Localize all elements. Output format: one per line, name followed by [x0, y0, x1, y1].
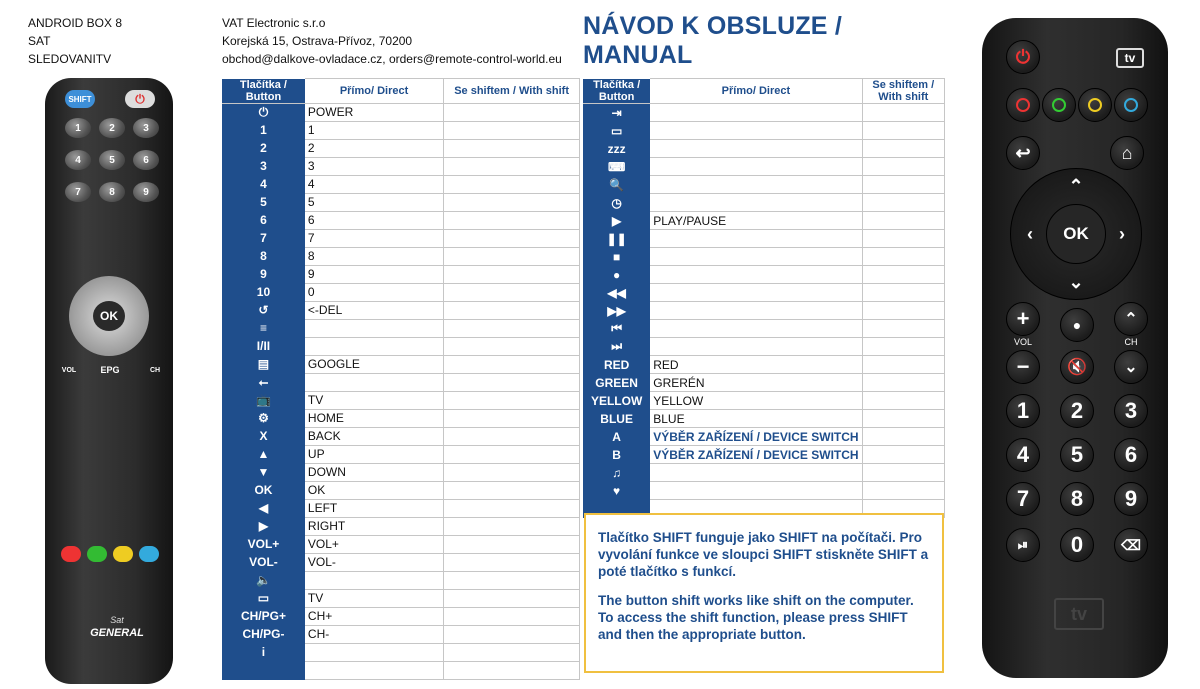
button-key-cell: OK	[222, 481, 305, 499]
table-row	[222, 247, 580, 265]
direct-function-cell: <-DEL	[305, 301, 444, 319]
table-row	[583, 230, 945, 248]
direct-function-cell: 7	[305, 229, 444, 247]
shift-function-cell	[444, 445, 580, 463]
power-icon: ⏻	[125, 90, 155, 108]
direct-function-cell	[650, 230, 862, 248]
button-key-cell: 📺	[222, 391, 305, 409]
table-row	[222, 229, 580, 247]
direct-function-cell	[650, 194, 862, 212]
generic-remote-image	[45, 78, 173, 684]
col-button: Tlačítka / Button	[222, 79, 305, 104]
button-key-cell: 3	[222, 157, 305, 175]
table-row	[222, 355, 580, 373]
direct-function-cell	[650, 320, 862, 338]
button-key-cell: I/II	[222, 337, 305, 355]
button-key-cell: CH/PG-	[222, 625, 305, 643]
button-key-cell: CH/PG+	[222, 607, 305, 625]
shift-function-cell	[862, 212, 944, 230]
table-row	[583, 284, 945, 302]
direct-function-cell: RIGHT	[305, 517, 444, 535]
table-row	[583, 482, 945, 500]
table-row	[222, 319, 580, 337]
ch-up-icon: ⌃	[1114, 302, 1148, 336]
table-row	[222, 373, 580, 391]
button-key-cell: ♫	[583, 464, 650, 482]
col-shift: Se shiftem / With shift	[862, 79, 944, 104]
direct-function-cell: BLUE	[650, 410, 862, 428]
shift-function-cell	[862, 122, 944, 140]
shift-function-cell	[444, 301, 580, 319]
digit-button: 5	[1060, 438, 1094, 472]
shift-function-cell	[862, 158, 944, 176]
button-key-cell: A	[583, 428, 650, 446]
company-email: obchod@dalkove-ovladace.cz, orders@remote-control-world.eu	[222, 52, 562, 66]
down-arrow-icon: ⌄	[1068, 271, 1084, 292]
direct-function-cell	[650, 266, 862, 284]
direct-function-cell: 1	[305, 121, 444, 139]
table-row	[583, 248, 945, 266]
shift-function-cell	[862, 356, 944, 374]
table-row	[583, 176, 945, 194]
page-title: NÁVOD K OBSLUZE / MANUAL	[583, 12, 842, 69]
table-row	[583, 104, 945, 122]
shift-function-cell	[444, 121, 580, 139]
table-row	[222, 661, 580, 679]
blue-ring-button	[1114, 88, 1148, 122]
shift-function-cell	[444, 607, 580, 625]
button-key-cell: ▭	[583, 122, 650, 140]
button-key-cell: YELLOW	[583, 392, 650, 410]
digit-button: 3	[133, 118, 159, 138]
shift-function-cell	[444, 535, 580, 553]
col-direct: Přímo/ Direct	[305, 79, 444, 104]
shift-function-cell	[444, 211, 580, 229]
shift-function-cell	[862, 338, 944, 356]
direct-function-cell	[305, 643, 444, 661]
table-row	[222, 265, 580, 283]
direct-function-cell: VÝBĚR ZAŘÍZENÍ / DEVICE SWITCH	[650, 428, 862, 446]
table-row	[222, 157, 580, 175]
direct-function-cell	[650, 158, 862, 176]
green-ring-button	[1042, 88, 1076, 122]
shift-function-cell	[862, 410, 944, 428]
shift-function-cell	[862, 194, 944, 212]
button-key-cell: ◀	[222, 499, 305, 517]
table-row	[583, 266, 945, 284]
table-row	[583, 122, 945, 140]
device-line: SAT	[28, 34, 51, 48]
direct-function-cell: BACK	[305, 427, 444, 445]
direct-function-cell	[305, 373, 444, 391]
up-arrow-icon: ⌃	[1068, 175, 1084, 196]
shift-function-cell	[862, 104, 944, 122]
shift-button: SHIFT	[65, 90, 95, 108]
digit-button: 7	[65, 182, 91, 202]
col-direct: Přímo/ Direct	[650, 79, 862, 104]
table-row	[222, 625, 580, 643]
direct-function-cell	[305, 661, 444, 679]
table-row	[583, 446, 945, 464]
direct-function-cell: 5	[305, 193, 444, 211]
col-shift: Se shiftem / With shift	[444, 79, 580, 104]
direct-function-cell	[650, 302, 862, 320]
ch-down-icon: ⌄	[1114, 350, 1148, 384]
table-row	[583, 356, 945, 374]
table-row	[583, 212, 945, 230]
table-row	[583, 140, 945, 158]
table-row	[222, 103, 580, 121]
table-row	[222, 643, 580, 661]
button-key-cell: ⌨	[583, 158, 650, 176]
ch-label: CH	[1124, 337, 1138, 347]
shift-function-cell	[444, 409, 580, 427]
button-key-cell: GREEN	[583, 374, 650, 392]
button-key-cell: ⇥	[583, 104, 650, 122]
shift-function-cell	[444, 661, 580, 679]
button-key-cell: VOL-	[222, 553, 305, 571]
shift-function-cell	[444, 553, 580, 571]
green-button	[87, 546, 107, 562]
direct-function-cell: GOOGLE	[305, 355, 444, 373]
direct-function-cell	[650, 140, 862, 158]
shift-function-cell	[444, 355, 580, 373]
button-key-cell: ▶	[583, 212, 650, 230]
shift-function-cell	[444, 139, 580, 157]
ch-label: CH	[149, 366, 161, 374]
shift-function-cell	[862, 428, 944, 446]
button-key-cell: 4	[222, 175, 305, 193]
shift-function-cell	[444, 193, 580, 211]
button-key-cell: ⏻	[222, 103, 305, 121]
table-row	[222, 607, 580, 625]
shift-function-cell	[444, 643, 580, 661]
digit-button: 0	[1060, 528, 1094, 562]
button-key-cell: ≡	[222, 319, 305, 337]
direct-function-cell: DOWN	[305, 463, 444, 481]
button-key-cell: 2	[222, 139, 305, 157]
direct-function-cell: 4	[305, 175, 444, 193]
table-row	[222, 409, 580, 427]
shift-function-cell	[862, 320, 944, 338]
red-button	[61, 546, 81, 562]
shift-function-cell	[862, 248, 944, 266]
button-key-cell: ▲	[222, 445, 305, 463]
shift-function-cell	[444, 103, 580, 121]
back-icon: ↩	[1006, 136, 1040, 170]
button-key-cell	[222, 661, 305, 679]
vol-down-icon: −	[1006, 350, 1040, 384]
direct-function-cell	[305, 319, 444, 337]
yellow-button	[113, 546, 133, 562]
button-key-cell: RED	[583, 356, 650, 374]
direct-function-cell: RED	[650, 356, 862, 374]
shift-function-cell	[862, 482, 944, 500]
red-ring-button	[1006, 88, 1040, 122]
col-button: Tlačítka / Button	[583, 79, 650, 104]
button-key-cell: 10	[222, 283, 305, 301]
direct-function-cell	[305, 337, 444, 355]
button-key-cell: ⚙	[222, 409, 305, 427]
table-row	[222, 121, 580, 139]
digit-button: 8	[1060, 482, 1094, 516]
button-key-cell: ●	[583, 266, 650, 284]
direct-function-cell	[650, 122, 862, 140]
button-key-cell: BLUE	[583, 410, 650, 428]
shift-note	[584, 513, 944, 673]
epg-label: EPG	[100, 365, 120, 375]
direct-function-cell	[650, 464, 862, 482]
button-table-left	[222, 78, 580, 680]
table-row	[222, 211, 580, 229]
shift-function-cell	[862, 266, 944, 284]
table-row	[583, 410, 945, 428]
button-key-cell: 7	[222, 229, 305, 247]
note-en: The button shift works like shift on the computer. To access the shift function, please press SHIFT and then the appropriate button.	[598, 593, 914, 642]
shift-function-cell	[444, 427, 580, 445]
table-row	[222, 427, 580, 445]
button-key-cell: ⏮	[583, 320, 650, 338]
shift-function-cell	[444, 463, 580, 481]
digit-button: 2	[1060, 394, 1094, 428]
direct-function-cell: HOME	[305, 409, 444, 427]
button-key-cell: zzz	[583, 140, 650, 158]
shift-function-cell	[444, 589, 580, 607]
ok-button: OK	[1046, 204, 1106, 264]
shift-function-cell	[444, 229, 580, 247]
button-key-cell: 🔈	[222, 571, 305, 589]
button-key-cell: ⏭	[583, 338, 650, 356]
device-line: SLEDOVANITV	[28, 52, 112, 66]
digit-button: 9	[1114, 482, 1148, 516]
shift-function-cell	[862, 302, 944, 320]
direct-function-cell: LEFT	[305, 499, 444, 517]
button-key-cell: ▶	[222, 517, 305, 535]
yellow-ring-button	[1078, 88, 1112, 122]
left-arrow-icon: ‹	[1027, 223, 1033, 244]
direct-function-cell: 9	[305, 265, 444, 283]
direct-function-cell: UP	[305, 445, 444, 463]
digit-button: 9	[133, 182, 159, 202]
button-key-cell: 1	[222, 121, 305, 139]
button-key-cell: ↺	[222, 301, 305, 319]
shift-function-cell	[444, 499, 580, 517]
mute-icon: 🔇	[1060, 350, 1094, 384]
button-key-cell: 8	[222, 247, 305, 265]
button-key-cell: ▤	[222, 355, 305, 373]
vol-label: VOL	[1013, 337, 1032, 347]
shift-function-cell	[444, 625, 580, 643]
shift-function-cell	[862, 374, 944, 392]
shift-function-cell	[444, 337, 580, 355]
table-row	[222, 481, 580, 499]
direct-function-cell: VOL-	[305, 553, 444, 571]
table-row	[222, 193, 580, 211]
button-key-cell: ▶▶	[583, 302, 650, 320]
direct-function-cell: CH-	[305, 625, 444, 643]
brand-logo: GENERAL	[90, 627, 144, 639]
direct-function-cell: YELLOW	[650, 392, 862, 410]
direct-function-cell: TV	[305, 391, 444, 409]
table-row	[583, 374, 945, 392]
shift-function-cell	[862, 230, 944, 248]
direct-function-cell	[650, 176, 862, 194]
direct-function-cell	[650, 248, 862, 266]
direct-function-cell	[650, 104, 862, 122]
digit-button: 3	[1114, 394, 1148, 428]
power-icon: ⏻	[1006, 40, 1040, 74]
table-row	[222, 391, 580, 409]
direct-function-cell	[650, 338, 862, 356]
direct-function-cell: GRERÉN	[650, 374, 862, 392]
button-key-cell: ❚❚	[583, 230, 650, 248]
shift-function-cell	[444, 571, 580, 589]
button-key-cell: ◷	[583, 194, 650, 212]
blue-button	[139, 546, 159, 562]
shift-function-cell	[444, 517, 580, 535]
button-key-cell: i	[222, 643, 305, 661]
digit-button: 7	[1006, 482, 1040, 516]
sat-logo: Sat	[110, 615, 124, 625]
table-row	[222, 553, 580, 571]
table-row	[222, 445, 580, 463]
table-row	[583, 338, 945, 356]
company-info	[222, 14, 562, 68]
vol-label: VOL	[61, 366, 77, 374]
table-row	[583, 302, 945, 320]
direct-function-cell: VOL+	[305, 535, 444, 553]
digit-button: 2	[99, 118, 125, 138]
shift-function-cell	[444, 283, 580, 301]
table-row	[222, 283, 580, 301]
table-row	[222, 139, 580, 157]
table-row	[222, 571, 580, 589]
button-key-cell: 6	[222, 211, 305, 229]
table-row	[583, 320, 945, 338]
company-name: VAT Electronic s.r.o	[222, 16, 326, 30]
button-key-cell: ♥	[583, 482, 650, 500]
shift-function-cell	[862, 446, 944, 464]
table-row	[222, 301, 580, 319]
button-key-cell: ▼	[222, 463, 305, 481]
vol-up-icon: +	[1006, 302, 1040, 336]
note-cz: Tlačítko SHIFT funguje jako SHIFT na počítači. Pro vyvolání funkce ve sloupci SHIFT stiskněte SHIFT a poté tlačítko s funkcí.	[598, 530, 929, 579]
direct-function-cell: TV	[305, 589, 444, 607]
tv-logo: tv	[1116, 48, 1144, 68]
digit-button: 6	[133, 150, 159, 170]
digit-button: 6	[1114, 438, 1148, 472]
direct-function-cell: 6	[305, 211, 444, 229]
table-row	[222, 337, 580, 355]
device-info	[28, 14, 122, 68]
direct-function-cell: 3	[305, 157, 444, 175]
table-row	[222, 499, 580, 517]
shift-function-cell	[444, 373, 580, 391]
tv-logo-bottom: tv	[1054, 598, 1104, 630]
direct-function-cell: VÝBĚR ZAŘÍZENÍ / DEVICE SWITCH	[650, 446, 862, 464]
play-pause-icon: ⏯	[1006, 528, 1040, 562]
assistant-icon: ●	[1060, 308, 1094, 342]
direct-function-cell	[650, 482, 862, 500]
button-key-cell: VOL+	[222, 535, 305, 553]
table-row	[222, 535, 580, 553]
table-row	[222, 175, 580, 193]
direct-function-cell: 2	[305, 139, 444, 157]
button-key-cell: ■	[583, 248, 650, 266]
shift-function-cell	[444, 265, 580, 283]
button-key-cell: B	[583, 446, 650, 464]
digit-button: 1	[1006, 394, 1040, 428]
ok-button: OK	[93, 301, 125, 331]
direct-function-cell: 0	[305, 283, 444, 301]
shift-function-cell	[862, 140, 944, 158]
shift-function-cell	[862, 464, 944, 482]
shift-function-cell	[444, 481, 580, 499]
button-key-cell: ▭	[222, 589, 305, 607]
original-remote-image	[982, 18, 1168, 678]
direct-function-cell: POWER	[305, 103, 444, 121]
shift-function-cell	[444, 175, 580, 193]
shift-function-cell	[862, 392, 944, 410]
direct-function-cell	[650, 284, 862, 302]
shift-function-cell	[444, 157, 580, 175]
table-row	[222, 517, 580, 535]
direct-function-cell: CH+	[305, 607, 444, 625]
table-row	[583, 392, 945, 410]
table-row	[583, 428, 945, 446]
button-key-cell: ⭠	[222, 373, 305, 391]
device-line: ANDROID BOX 8	[28, 16, 123, 30]
digit-button: 4	[1006, 438, 1040, 472]
table-row	[583, 464, 945, 482]
button-key-cell: ◀◀	[583, 284, 650, 302]
direct-function-cell	[305, 571, 444, 589]
direct-function-cell: OK	[305, 481, 444, 499]
button-key-cell: 🔍	[583, 176, 650, 194]
shift-function-cell	[444, 319, 580, 337]
home-icon: ⌂	[1110, 136, 1144, 170]
company-address: Korejská 15, Ostrava-Přívoz, 70200	[222, 34, 413, 48]
button-key-cell: 9	[222, 265, 305, 283]
table-row	[222, 463, 580, 481]
table-row	[583, 194, 945, 212]
digit-button: 8	[99, 182, 125, 202]
shift-function-cell	[862, 176, 944, 194]
table-row	[583, 158, 945, 176]
table-row	[222, 589, 580, 607]
button-key-cell: X	[222, 427, 305, 445]
button-table-right	[583, 78, 945, 518]
backspace-icon: ⌫	[1114, 528, 1148, 562]
digit-button: 5	[99, 150, 125, 170]
right-arrow-icon: ›	[1119, 223, 1125, 244]
shift-function-cell	[862, 284, 944, 302]
direct-function-cell: 8	[305, 247, 444, 265]
direct-function-cell: PLAY/PAUSE	[650, 212, 862, 230]
digit-button: 4	[65, 150, 91, 170]
button-key-cell: 5	[222, 193, 305, 211]
shift-function-cell	[444, 391, 580, 409]
digit-button: 1	[65, 118, 91, 138]
shift-function-cell	[444, 247, 580, 265]
